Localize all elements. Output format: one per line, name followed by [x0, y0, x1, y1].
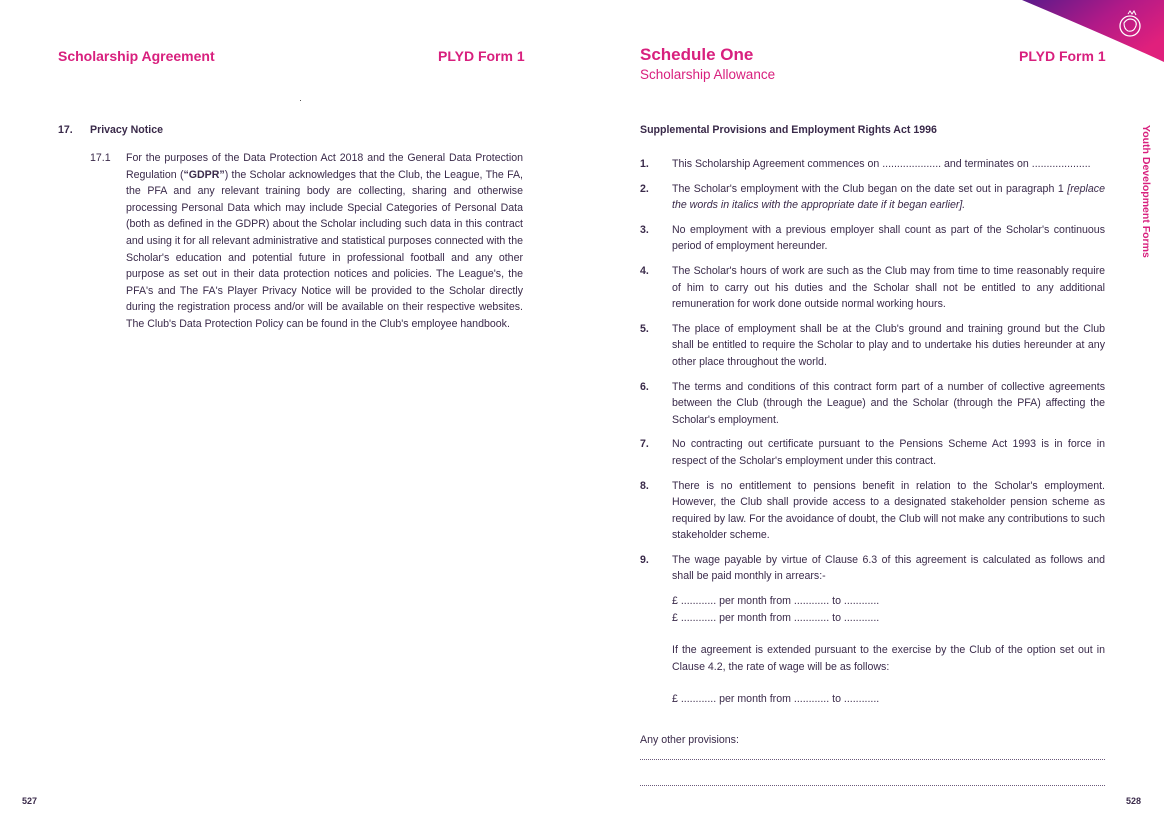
- item-text: This Scholarship Agreement commences on .................... and terminates on ....................: [672, 158, 1091, 170]
- list-item: [640, 156, 1105, 173]
- form-label: PLYD Form 1: [438, 48, 525, 64]
- item-number: 5.: [640, 322, 649, 335]
- clause-text-part: ) the Scholar acknowledges that the Club, the League, The FA, the PFA and any relevant training body are collecting, sharing and otherwise processing Personal Data which may include Special Categories of Personal Data (both as defined in the GDPR) about the Scholar including such data in this contract and using it for all relevant administrative and statistical purposes connected with the Scholar's education and potential future in professional football and any other purpose as set out in their data protection notices and policies. The League's, the PFA's and The FA's Player Privacy Notice will be provided to the Scholar directly during the registration process and/or will be available on their respective websites. The Club's Data Protection Policy can be found in the Club's employee handbook.: [126, 168, 524, 330]
- clause-text-part: For the purposes of the Data Protection Act 2018 and the General Data Protection Regulation (: [126, 152, 523, 181]
- list-item: [640, 263, 1105, 313]
- page-number: 528: [1126, 796, 1142, 806]
- item-text: There is no entitlement to pensions benefit in relation to the Scholar's employment. However, the Club shall provide access to a designated stakeholder pension scheme as required by law. For the avoidance of doubt, the Club will not make any contributions to such stakeholder scheme.: [672, 479, 1105, 542]
- list-item: [640, 321, 1105, 371]
- item-number: 7.: [640, 438, 649, 451]
- extension-text: If the agreement is extended pursuant to the exercise by the Club of the option set out in Clause 4.2, the rate of wage will be as follows:: [672, 644, 1105, 673]
- clause-text-bold: “GDPR”: [183, 168, 225, 181]
- item-text-italic: [replace the words in italics with the appropriate date if it began earlier].: [672, 182, 1105, 212]
- side-tab: [1138, 125, 1154, 275]
- item-text-part: The Scholar's employment with the Club began on the date set out in paragraph 1: [672, 182, 1064, 195]
- fill-in-line: [640, 784, 1105, 786]
- list-item: [640, 222, 1105, 255]
- wage-line: £ ............ per month from ............ to ............: [672, 693, 880, 706]
- list-item: [640, 436, 1105, 469]
- stray-dot: [300, 100, 301, 101]
- item-number: 3.: [640, 223, 649, 236]
- wage-line: £ ............ per month from ............ to ............: [672, 611, 880, 624]
- fill-in-line: [640, 758, 1105, 760]
- item-number: 2.: [640, 182, 649, 195]
- item-text: No employment with a previous employer shall count as part of the Scholar's continuous period of employment hereunder.: [672, 223, 1105, 253]
- other-provisions: [640, 732, 1105, 786]
- item-number: 6.: [640, 380, 649, 393]
- other-provisions-label: Any other provisions:: [640, 734, 739, 746]
- item-number: 9.: [640, 553, 649, 566]
- page-number: 527: [22, 796, 38, 806]
- section-heading: Supplemental Provisions and Employment Rights Act 1996: [640, 124, 937, 136]
- provisions-list: [640, 156, 1105, 708]
- page-title: Scholarship Agreement: [58, 48, 215, 64]
- item-number: 8.: [640, 479, 649, 492]
- item-number: 4.: [640, 264, 649, 277]
- list-item: [640, 478, 1105, 544]
- side-tab-label: Youth Development Forms: [1140, 125, 1152, 258]
- section-heading: [58, 124, 163, 136]
- item-text: The wage payable by virtue of Clause 6.3 of this agreement is calculated as follows and shall be paid monthly in arrears:-: [672, 553, 1105, 583]
- item-text: No contracting out certificate pursuant to the Pensions Scheme Act 1993 is in force in respect of the Scholar's employment under this contract.: [672, 438, 1105, 467]
- schedule-title: Schedule One: [640, 45, 754, 64]
- item-number: 1.: [640, 158, 649, 170]
- wage-line: £ ............ per month from ............ to ............: [672, 595, 880, 608]
- list-item: [640, 181, 1105, 214]
- clause-text: [126, 150, 523, 333]
- list-item: [640, 552, 1105, 585]
- right-page: [582, 0, 1164, 825]
- item-text: The Scholar's hours of work are such as the Club may from time to time reasonably require of him to carry out his duties and the Scholar shall not be entitled to any additional remuneration for work done outside normal working hours.: [672, 264, 1105, 311]
- form-label: PLYD Form 1: [1019, 48, 1106, 64]
- section-number: 17.: [58, 124, 73, 136]
- list-item: [640, 379, 1105, 429]
- section-title: Privacy Notice: [90, 124, 164, 136]
- item-text: The terms and conditions of this contract form part of a number of collective agreements between the Club (through the League) and the Scholar (through the PFA) affecting the Scholar's employment.: [672, 380, 1105, 426]
- item-text: [672, 181, 1105, 214]
- item-text: The place of employment shall be at the Club's ground and training ground but the Club shall be entitled to require the Scholar to play and to undertake his duties hereunder at any other place throughout the world.: [672, 322, 1105, 368]
- privacy-clause: [90, 150, 523, 333]
- clause-number: 17.1: [90, 152, 111, 164]
- schedule-subtitle: Scholarship Allowance: [640, 67, 776, 82]
